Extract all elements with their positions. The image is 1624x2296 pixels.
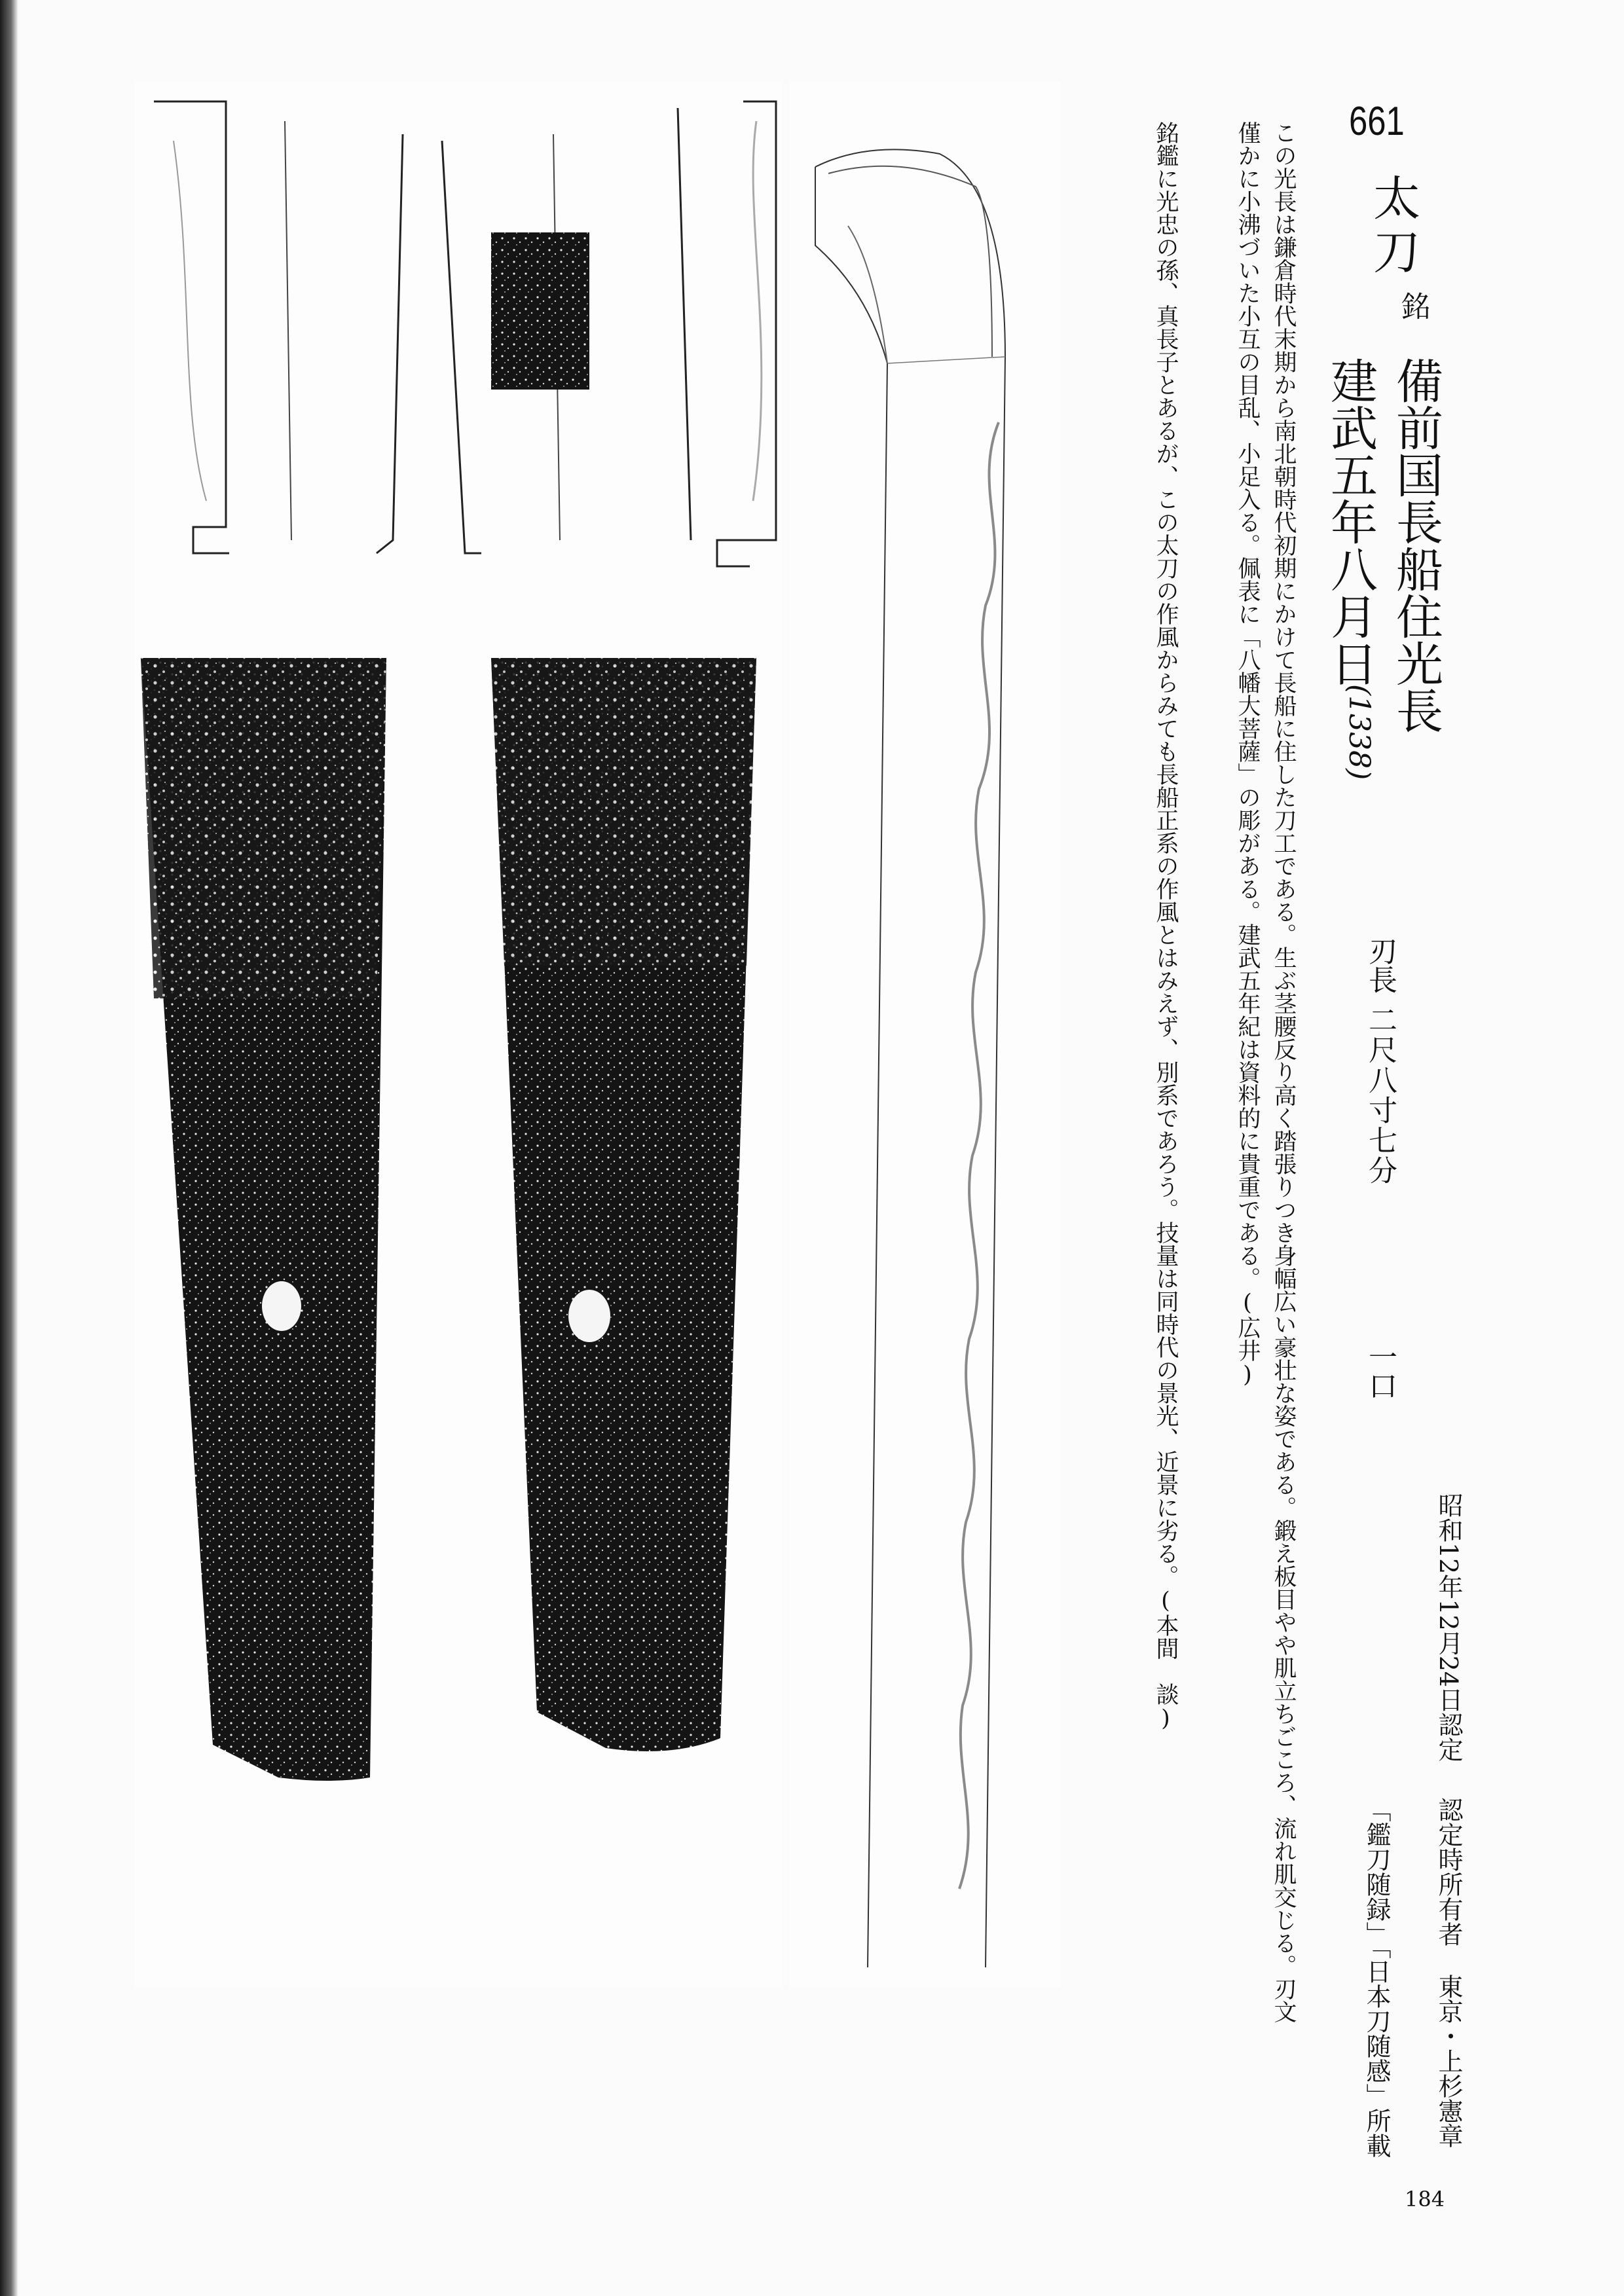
mei-year-western: (1338): [1342, 684, 1376, 780]
mei-label: 銘: [1396, 291, 1430, 320]
oshigata-plate: [134, 82, 783, 1987]
item-count: 一口: [1363, 1342, 1397, 1400]
description-line: 銘鑑に光忠の孫、真長子とあるが、この太刀の作風からみても長船正系の作風とはみえず、別系であろう。技量は同時代の景光、近景に劣る。(本間 談): [1153, 121, 1179, 1732]
description-line: 僅かに小沸づいた小互の目乱、小足入る。佩表に「八幡大菩薩」の彫がある。建武五年紀は資料的に貴重である。(広井): [1234, 121, 1261, 1388]
hamon-plate: [789, 82, 1061, 1987]
binding-shadow: [0, 0, 18, 2296]
certification-owner-label: 認定時所有者: [1434, 1797, 1463, 1946]
page-number: 184: [1405, 2187, 1445, 2212]
blade-length-label: 刃長: [1363, 936, 1397, 994]
blade-hamon-drawing: [789, 82, 1061, 1987]
description-line: この光長は鎌倉時代末期から南北朝時代初期にかけて長船に住した刀工である。生ぶ茎腰反り高く踏張りつき身幅広い豪壮な姿である。鍛え板目やや肌立ちごころ、流れ肌交じる。刃文: [1270, 121, 1297, 2023]
mei-inscription-line1: 備前国長船住光長: [1388, 357, 1443, 734]
certification-date: 昭和12年12月24日認定: [1434, 1493, 1463, 1762]
blade-length-value: 二尺八寸七分: [1363, 1005, 1397, 1186]
item-number: 661: [1349, 99, 1405, 144]
certification-owner: 東京・上杉憲章: [1434, 1974, 1463, 2148]
tang-rubbings-image: [134, 82, 783, 1987]
mei-inscription-line2: 建武五年八月日: [1323, 357, 1378, 687]
certification-references: 「鑑刀随録」「日本刀随感」所載: [1362, 1797, 1391, 2158]
entry-title: 太刀: [1365, 173, 1420, 281]
